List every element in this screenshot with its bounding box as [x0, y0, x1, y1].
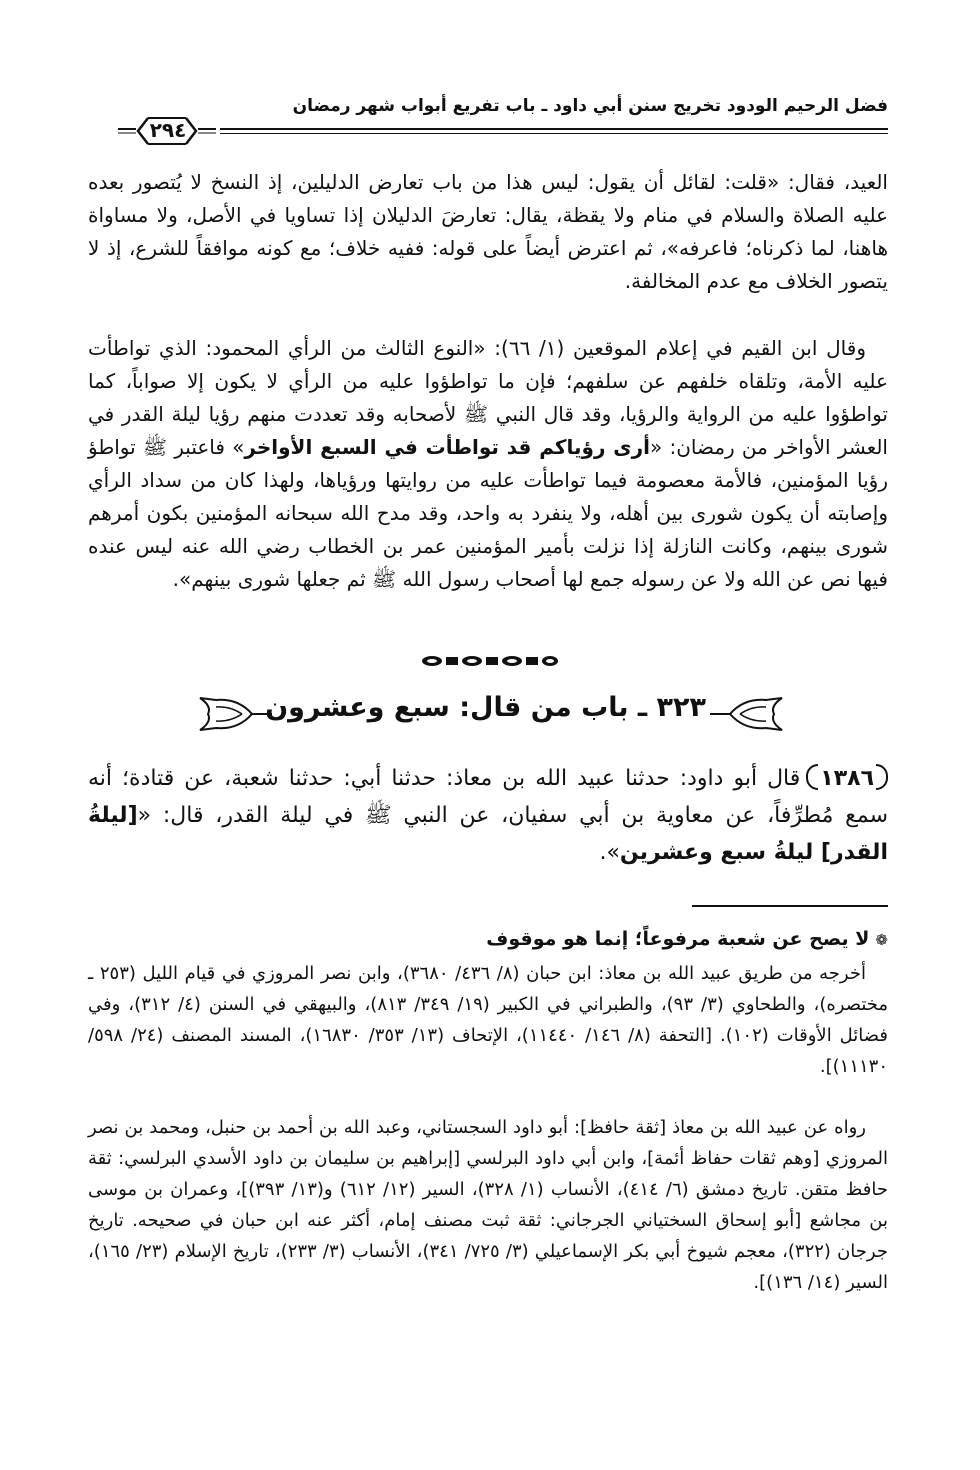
footnote-divider	[692, 905, 888, 907]
header-rule	[220, 128, 888, 134]
page-number: ٢٩٤	[149, 118, 187, 142]
hadith-end: ».	[599, 840, 620, 865]
body-paragraph-2	[88, 332, 888, 596]
hadith-matn: [ليلةُ القدر] ليلةُ سبع وعشرين	[88, 803, 888, 865]
chapter-ornament-right-icon	[710, 694, 786, 734]
paragraph-2-part-b: » فاعتبر ﷺ تواطؤ رؤيا المؤمنين، فالأمة معصومة فيما تواطأت عليه من روايتها ورؤياها، ولهذا كان من سداد الرأي وإصابته أن يكون شورى بين أهله، ولا ينفرد به واحد، وقد مدح الله سبحانه المؤمنين بكون أمرهم شورى بينهم، وكانت النازلة إذا نزلت بأمير المؤمنين عمر بن الخطاب رضي الله عنه ليس عنده فيها نص عن الله ولا عن رسوله جمع لها أصحاب رسول الله ﷺ ثم جعلها شورى بينهم».	[88, 435, 888, 591]
page-number-badge	[118, 114, 216, 148]
paragraph-2-bold-quote: أرى رؤياكم قد تواطأت في السبع الأواخر	[244, 435, 651, 459]
hadith-number: ١٣٨٦	[806, 760, 888, 797]
verdict-text: لا يصح عن شعبة مرفوعاً؛ إنما هو موقوف	[486, 928, 870, 950]
takhrij-paragraph: أخرجه من طريق عبيد الله بن معاذ: ابن حبان (٨/ ٤٣٦/ ٣٦٨٠)، وابن نصر المروزي في قيام الليل (٢٥٣ ـ مختصره)، والطحاوي (٣/ ٩٣)، والطبراني في الكبير (١٩/ ٣٤٩/ ٨١٣)، والبيهقي في السنن (٤/ ٣١٢)، وفي فضائل الأوقات (١٠٢). [التحفة (٨/ ١٤٦/ ١١٤٤٠)، الإتحاف (١٣/ ٣٥٣/ ١٦٨٣٠)، المسند المصنف (٢٤/ ٥٩٨/ ١١١٣٠)].	[88, 963, 889, 1077]
chapter-title: ٣٢٣ ـ باب من قال: سبع وعشرون	[265, 692, 706, 723]
page-header	[118, 92, 888, 148]
running-title: فضل الرحيم الودود تخريج سنن أبي داود ـ باب تفريع أبواب شهر رمضان	[292, 96, 888, 116]
chapter-heading	[196, 688, 786, 742]
chapter-ornament-left-icon	[196, 694, 272, 734]
hadith-text	[88, 760, 888, 871]
verdict-line	[88, 924, 888, 955]
section-end-ornament-icon	[420, 654, 560, 668]
narrators-paragraph: رواه عن عبيد الله بن معاذ [ثقة حافظ]: أبو داود السجستاني، وعبد الله بن أحمد بن حنبل، ومحمد بن نصر المروزي [وهم ثقات حفاظ أئمة]، وابن أبي داود البرلسي [إبراهيم بن سليمان بن داود الأسدي البرلسي: ثقة حافظ متقن. تاريخ دمشق (٦/ ٤١٤)، الأنساب (١/ ٣٢٨)، السير (١٢/ ٦١٢) و(١٣/ ٣٩٣)]، وعمران بن موسى بن مجاشع [أبو إسحاق السختياني الجرجاني: ثقة ثبت مصنف إمام، أكثر عنه ابن حبان في صحيحه. تاريخ جرجان (٣٢٢)، معجم شيوخ أبي بكر الإسماعيلي (٣/ ٧٢٥/ ٣٤١)، الأنساب (٣/ ٢٣٣)، تاريخ الإسلام (٢٣/ ١٦٥)، السير (١٤/ ١٣٦)].	[88, 1117, 888, 1293]
body-paragraph-1: العيد، فقال: «قلت: لقائل أن يقول: ليس هذا من باب تعارض الدليلين، إذ النسخ لا يُتصور بعده عليه الصلاة والسلام في منام ولا يقظة، يقال: تعارضَ الدليلان إذا تساويا في الأصل، ولا مساواة هاهنا، لما ذكرناه؛ فاعرفه»، ثم اعترض أيضاً على قوله: ففيه خلاف؛ مع كونه موافقاً للشرع، إذ لا يتصور الخلاف مع عدم المخالفة.	[88, 170, 888, 293]
verdict-marker-icon: ❁	[875, 931, 888, 949]
hadith-isnad: قال أبو داود: حدثنا عبيد الله بن معاذ: حدثنا أبي: حدثنا شعبة، عن قتادة؛ أنه سمع مُطرِّفاً، عن معاوية بن أبي سفيان، عن النبي ﷺ في ليلة القدر، قال: «	[88, 766, 888, 828]
paragraph-2-part-a: وقال ابن القيم في إعلام الموقعين (١/ ٦٦): «النوع الثالث من الرأي المحمود: الذي تواطأت عليه الأمة، وتلقاه خلفهم عن سلفهم؛ فإن ما تواطؤوا عليه من الرأي لا يكون إلا صواباً، كما تواطؤوا عليه من الرواية والرؤيا، وقد قال النبي ﷺ لأصحابه وقد تعددت منهم رؤيا ليلة القدر في العشر الأواخر من رمضان: «	[88, 336, 888, 459]
